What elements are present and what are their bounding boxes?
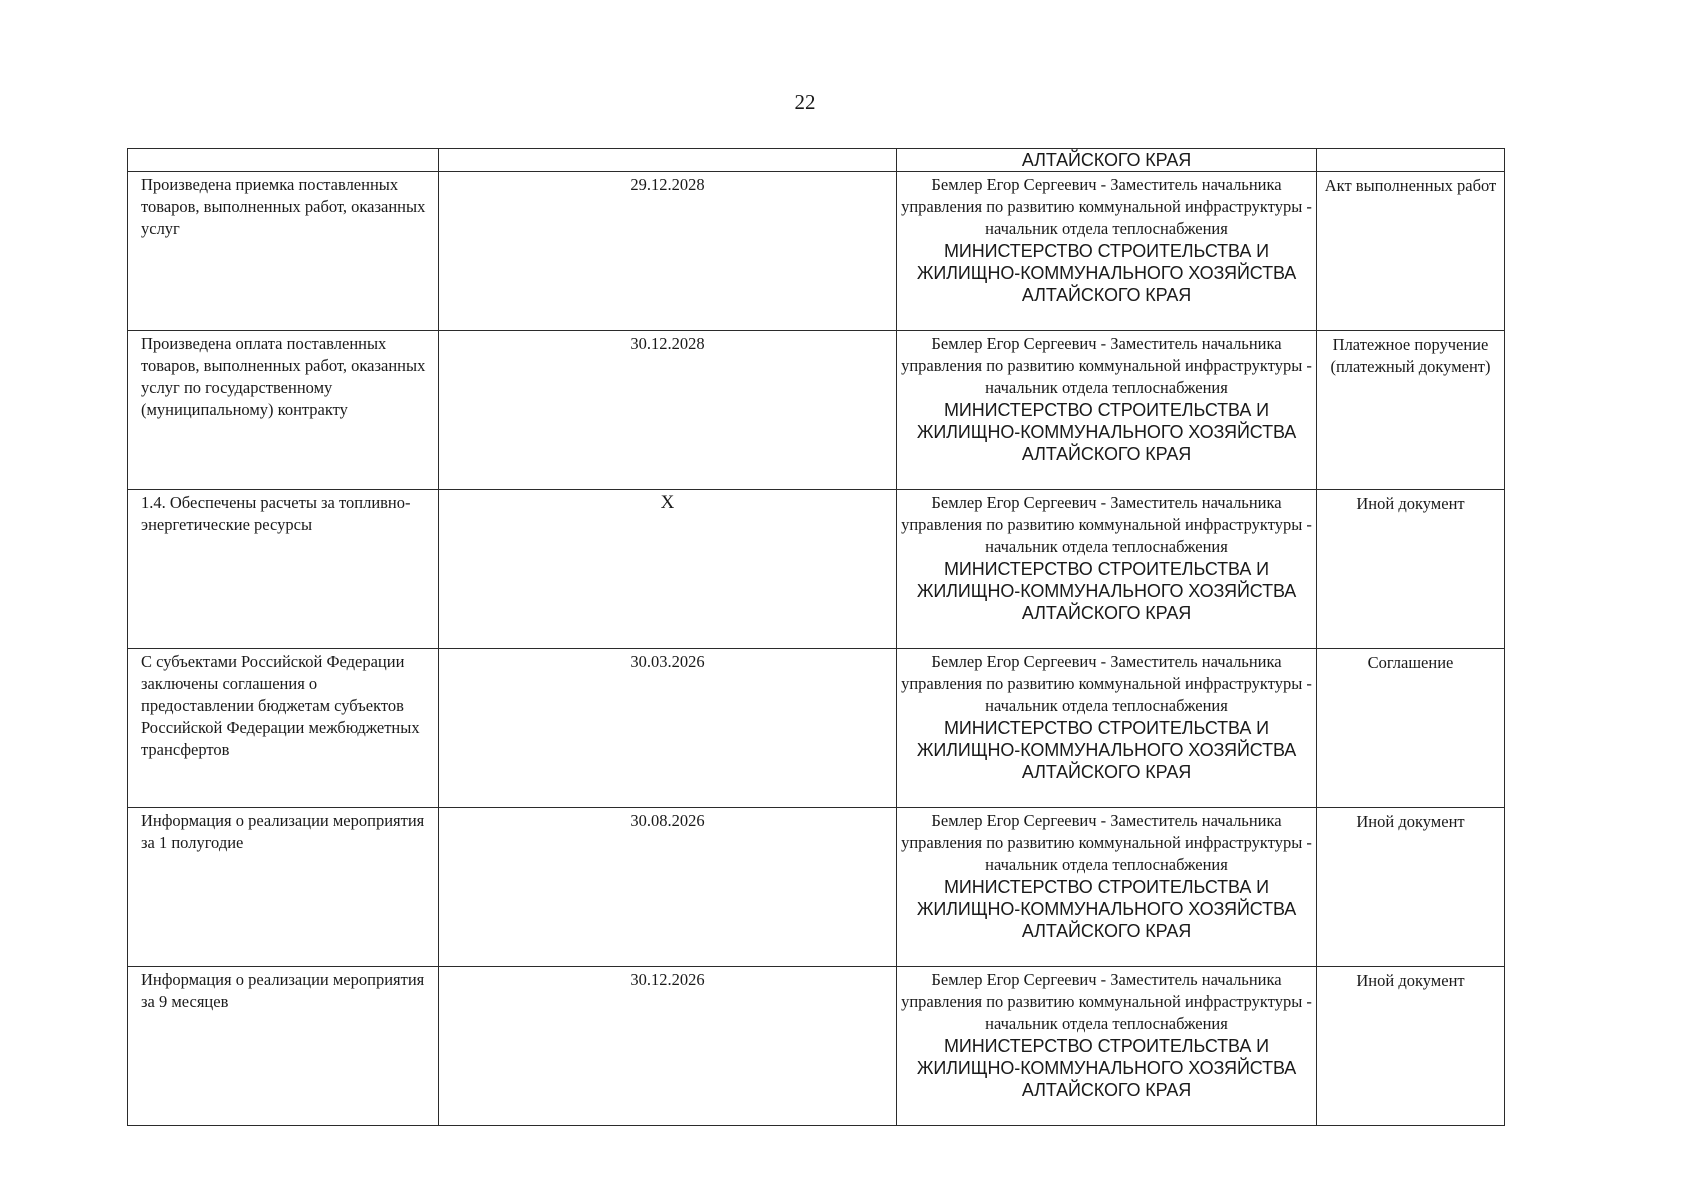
responsible-person: Бемлер Егор Сергеевич - Заместитель начальника управления по развитию коммунальной инфраструктуры - начальник отдела теплоснабжения	[901, 175, 1312, 238]
responsible-cell	[897, 808, 1317, 967]
responsible-org: МИНИСТЕРСТВО СТРОИТЕЛЬСТВА И ЖИЛИЩНО-КОММУНАЛЬНОГО ХОЗЯЙСТВА АЛТАЙСКОГО КРАЯ	[916, 559, 1297, 623]
responsible-cell	[897, 649, 1317, 808]
table-row	[128, 808, 1505, 967]
responsible-org: МИНИСТЕРСТВО СТРОИТЕЛЬСТВА И ЖИЛИЩНО-КОММУНАЛЬНОГО ХОЗЯЙСТВА АЛТАЙСКОГО КРАЯ	[916, 718, 1297, 782]
responsible-org: МИНИСТЕРСТВО СТРОИТЕЛЬСТВА И ЖИЛИЩНО-КОММУНАЛЬНОГО ХОЗЯЙСТВА АЛТАЙСКОГО КРАЯ	[916, 1036, 1297, 1100]
responsible-org: МИНИСТЕРСТВО СТРОИТЕЛЬСТВА И ЖИЛИЩНО-КОММУНАЛЬНОГО ХОЗЯЙСТВА АЛТАЙСКОГО КРАЯ	[916, 400, 1297, 464]
responsible-person: Бемлер Егор Сергеевич - Заместитель начальника управления по развитию коммунальной инфраструктуры - начальник отдела теплоснабжения	[901, 652, 1312, 715]
event-cell: Произведена приемка поставленных товаров, выполненных работ, оказанных услуг	[128, 172, 439, 331]
date-cell: 29.12.2028	[439, 172, 897, 331]
document-cell: Платежное поручение (платежный документ)	[1317, 331, 1505, 490]
document-cell: Иной документ	[1317, 808, 1505, 967]
date-cell: X	[439, 490, 897, 649]
responsible-cell	[897, 172, 1317, 331]
responsible-org: МИНИСТЕРСТВО СТРОИТЕЛЬСТВА И ЖИЛИЩНО-КОММУНАЛЬНОГО ХОЗЯЙСТВА АЛТАЙСКОГО КРАЯ	[916, 877, 1297, 941]
table-row	[128, 649, 1505, 808]
document-cell	[1317, 149, 1505, 172]
responsible-cell	[897, 967, 1317, 1126]
control-points-table	[127, 148, 1505, 1126]
table-row	[128, 490, 1505, 649]
date-cell	[439, 149, 897, 172]
date-cell: 30.12.2028	[439, 331, 897, 490]
responsible-org: АЛТАЙСКОГО КРАЯ	[1021, 150, 1192, 170]
responsible-org: МИНИСТЕРСТВО СТРОИТЕЛЬСТВА И ЖИЛИЩНО-КОММУНАЛЬНОГО ХОЗЯЙСТВА АЛТАЙСКОГО КРАЯ	[916, 241, 1297, 305]
page-number: 22	[794, 90, 816, 114]
responsible-person: Бемлер Егор Сергеевич - Заместитель начальника управления по развитию коммунальной инфраструктуры - начальник отдела теплоснабжения	[901, 334, 1312, 397]
table-row	[128, 172, 1505, 331]
responsible-cell	[897, 149, 1317, 172]
date-cell: 30.03.2026	[439, 649, 897, 808]
responsible-person: Бемлер Егор Сергеевич - Заместитель начальника управления по развитию коммунальной инфраструктуры - начальник отдела теплоснабжения	[901, 970, 1312, 1033]
event-cell: Информация о реализации мероприятия за 9 месяцев	[128, 967, 439, 1126]
responsible-person: Бемлер Егор Сергеевич - Заместитель начальника управления по развитию коммунальной инфраструктуры - начальник отдела теплоснабжения	[901, 493, 1312, 556]
document-cell: Акт выполненных работ	[1317, 172, 1505, 331]
event-cell: С субъектами Российской Федерации заключены соглашения о предоставлении бюджетам субъектов Российской Федерации межбюджетных трансфертов	[128, 649, 439, 808]
table-row	[128, 967, 1505, 1126]
document-cell: Иной документ	[1317, 967, 1505, 1126]
event-cell	[128, 149, 439, 172]
document-cell: Соглашение	[1317, 649, 1505, 808]
table-row	[128, 331, 1505, 490]
responsible-cell	[897, 490, 1317, 649]
event-cell: 1.4. Обеспечены расчеты за топливно-энергетические ресурсы	[128, 490, 439, 649]
document-cell: Иной документ	[1317, 490, 1505, 649]
responsible-person: Бемлер Егор Сергеевич - Заместитель начальника управления по развитию коммунальной инфраструктуры - начальник отдела теплоснабжения	[901, 811, 1312, 874]
date-cell: 30.12.2026	[439, 967, 897, 1126]
date-cell: 30.08.2026	[439, 808, 897, 967]
event-cell: Информация о реализации мероприятия за 1 полугодие	[128, 808, 439, 967]
event-cell: Произведена оплата поставленных товаров, выполненных работ, оказанных услуг по государственному (муниципальному) контракту	[128, 331, 439, 490]
table-row-continued	[128, 149, 1505, 172]
responsible-cell	[897, 331, 1317, 490]
